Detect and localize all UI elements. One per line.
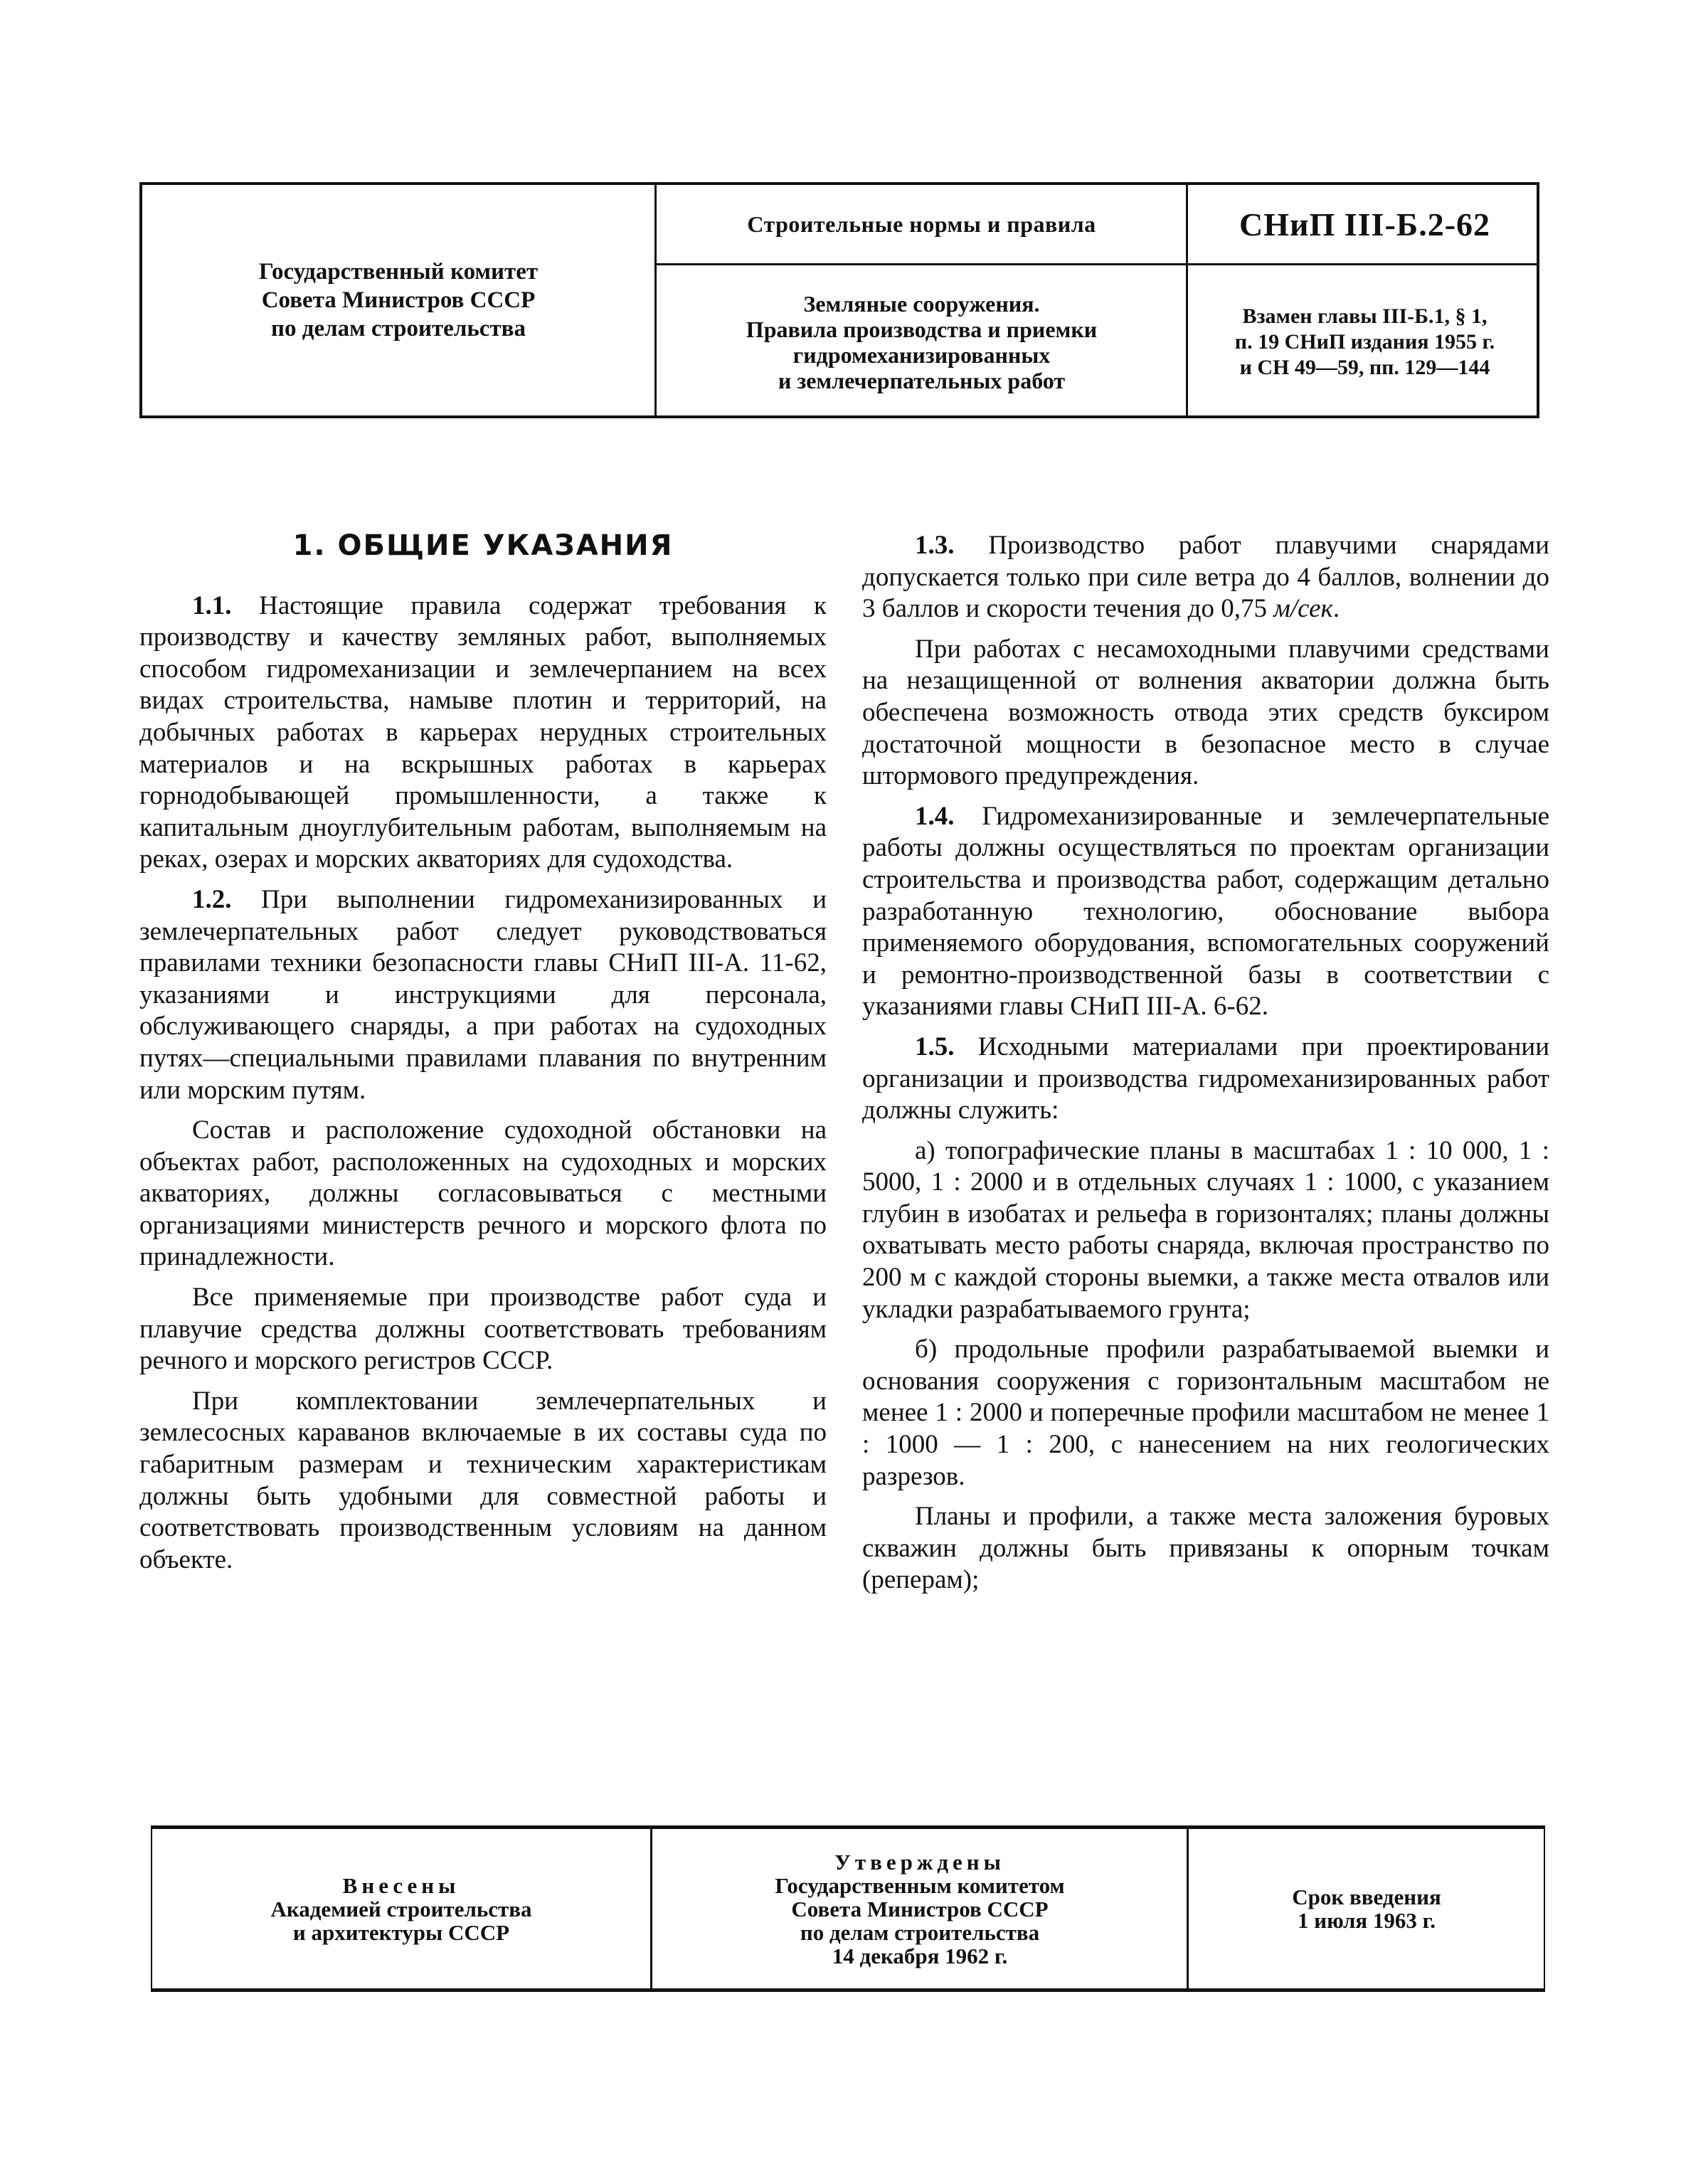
paragraph: При комплектовании землечерпательных и землесосных караванов включаемые в их составы суда по габаритным размерам и техническим характеристикам должны быть удобными для совместной работы и соответствовать производственным условиям на данном объекте. [139, 1386, 827, 1574]
introduced-by: Внесены Академией строительства и архитектуры СССР [270, 1872, 532, 1945]
effective-date: Срок введения 1 июля 1963 г. [1292, 1885, 1441, 1933]
paragraph: 1.4. Гидромеханизированные и землечерпательные работы должны осуществляться по проектам организации строительства и производства работ, содержащим детально разработанную технологию, обоснование выбора применяемого оборудования, вспомогательных сооружений и ремонтно-производственной базы в соответствии с указаниями главы СНиП III-А. 6-62. [862, 801, 1549, 1022]
paragraph: 1.2. При выполнении гидромеханизированных и землечерпательных работ следует руководствоваться правилами техники безопасности главы СНиП III-А. 11-62, указаниями и инструкциями для персонала, обслуживающего снаряды, а при работах на судоходных путях—специальными правилами плавания по внутренним или морским путям. [139, 884, 827, 1105]
document-title: Земляные сооружения. Правила производства и приемки гидромеханизированных и землечерпательных работ [746, 291, 1098, 393]
paragraph: 1.3. Производство работ плавучими снарядами допускается только при силе ветра до 4 баллов, волнении до 3 баллов и скорости течения до 0,75 м/сек. [862, 531, 1549, 624]
issuing-organization: Государственный комитет Совета Министров СССР по делам строительства [258, 259, 539, 341]
paragraph: При работах с несамоходными плавучими средствами на незащищенной от волнения акватории должна быть обеспечена возможность отвода этих средств буксиром достаточной мощности в безопасное место в случае штормового предупреждения. [862, 634, 1549, 791]
section-heading: 1. ОБЩИЕ УКАЗАНИЯ [292, 529, 674, 562]
footer-divider [1187, 1829, 1189, 1988]
list-item: б) продольные профили разрабатываемой выемки и основания сооружения с горизонтальным масштабом не менее 1 : 2000 и поперечные профили масштабом не менее 1 : 1000 — 1 : 200, с нанесением на них геологических разрезов. [862, 1335, 1549, 1491]
paragraph: 1.1. Настоящие правила содержат требования к производству и качеству земляных работ, выполняемых способом гидромеханизации и землечерпанием на всех видах строительства, намыве плотин и территорий, на добычных работах в карьерах нерудных строительных материалов и на вскрышных работах в карьерах горнодобывающей промышленности, а также к капитальным дноуглубительным работам, выполняемым на реках, озерах и морских акваториях для судоходства. [139, 590, 827, 874]
replaces-note: Взамен главы III-Б.1, § 1, п. 19 СНиП издания 1955 г. и СН 49—59, пп. 129—144 [1234, 304, 1495, 379]
header-divider [654, 263, 1539, 265]
footer-divider [650, 1829, 652, 1988]
paragraph: Все применяемые при производстве работ суда и плавучие средства должны соответствовать требованиям речного и морского регистров СССР. [139, 1283, 827, 1376]
paragraph: 1.5. Исходными материалами при проектировании организации и производства гидромеханизированных работ должны служить: [862, 1032, 1549, 1125]
header-divider [654, 185, 657, 415]
document-code: СНиП III-Б.2-62 [1239, 206, 1491, 243]
header-table [139, 182, 1539, 418]
approved-by: Утверждены Государственным комитетом Совета Министров СССР по делам строительства 14 декабря 1962 г. [775, 1849, 1065, 1968]
paragraph: Планы и профили, а также места заложения буровых скважин должны быть привязаны к опорным точкам (реперам); [862, 1502, 1549, 1595]
norms-label: Строительные нормы и правила [747, 211, 1096, 237]
footer-table [151, 1825, 1545, 1992]
list-item: а) топографические планы в масштабах 1 : 10 000, 1 : 5000, 1 : 2000 и в отдельных случаях 1 : 1000, с указанием глубин в изобатах и рельефа в горизонталях; планы должны охватывать место работы снаряда, включая пространство по 200 м с каждой стороны выемки, а также места отвалов или укладки разрабатываемого грунта; [862, 1135, 1549, 1324]
paragraph: Состав и расположение судоходной обстановки на объектах работ, расположенных на судоходных и морских акваториях, должны согласовываться с местными организациями министерств речного и морского флота по принадлежности. [139, 1115, 827, 1272]
header-divider [1186, 185, 1188, 415]
left-column [139, 530, 827, 1584]
right-column [862, 530, 1549, 1605]
